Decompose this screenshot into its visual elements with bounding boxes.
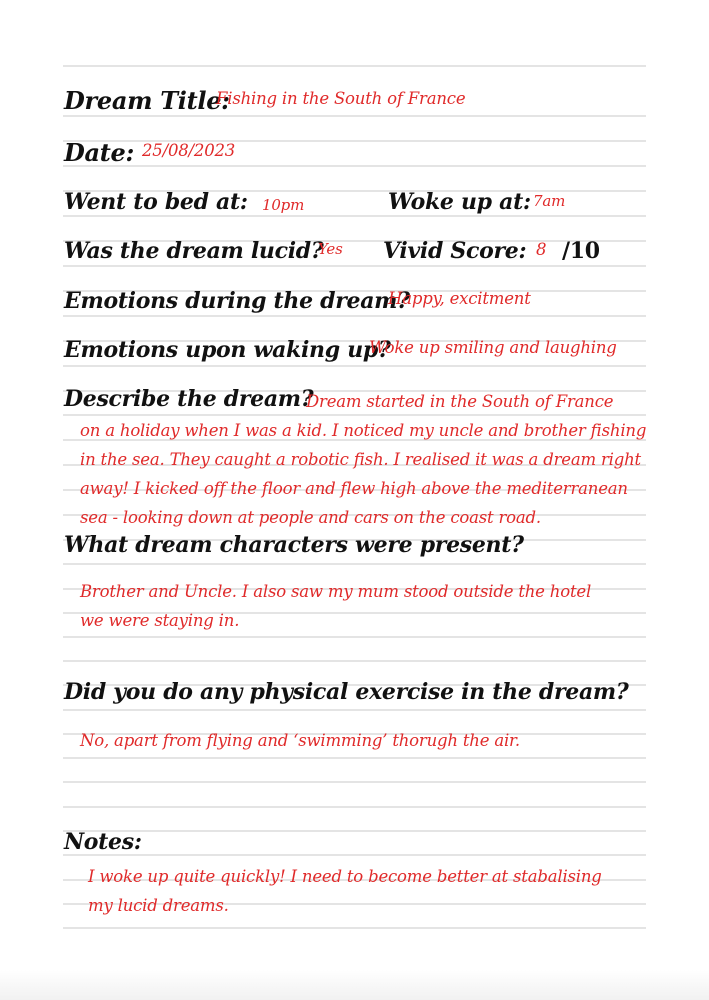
describe-line: away! I kicked off the floor and flew high above the mediterranean <box>80 479 628 498</box>
ruled-line <box>63 115 646 117</box>
notes-label: Notes: <box>64 829 142 855</box>
ruled-line <box>63 315 646 317</box>
ruled-line <box>63 806 646 808</box>
emotions-waking-label: Emotions upon waking up? <box>64 337 391 363</box>
ruled-line <box>63 265 646 267</box>
describe-line: in the sea. They caught a robotic fish. I realised it was a dream right <box>80 450 641 469</box>
ruled-line <box>63 165 646 167</box>
notes-line: I woke up quite quickly! I need to become better at stabalising <box>88 867 602 886</box>
ruled-line <box>63 854 646 856</box>
date-value: 25/08/2023 <box>142 141 236 160</box>
lucid-label: Was the dream lucid? <box>64 238 324 264</box>
ruled-line <box>63 709 646 711</box>
dream-title-label: Dream Title: <box>64 86 230 115</box>
ruled-line <box>63 365 646 367</box>
exercise-line: No, apart from flying and ‘swimming’ thorugh the air. <box>80 731 520 750</box>
emotions-during-label: Emotions during the dream? <box>64 288 410 314</box>
describe-line: Dream started in the South of France <box>306 392 614 411</box>
ruled-line <box>63 830 646 832</box>
characters-line: Brother and Uncle. I also saw my mum stood outside the hotel <box>80 582 592 601</box>
ruled-line <box>63 660 646 662</box>
wake-time-label: Woke up at: <box>388 189 531 215</box>
date-label: Date: <box>64 138 135 167</box>
ruled-line <box>63 757 646 759</box>
wake-time-value: 7am <box>533 192 566 210</box>
lucid-value: Yes <box>318 240 343 258</box>
vivid-value: 8 <box>536 240 547 259</box>
exercise-label: Did you do any physical exercise in the dream? <box>64 679 629 705</box>
vivid-scale: /10 <box>562 238 600 264</box>
bed-time-label: Went to bed at: <box>64 189 248 215</box>
characters-label: What dream characters were present? <box>64 532 524 558</box>
vivid-label: Vivid Score: <box>383 238 527 264</box>
describe-line: on a holiday when I was a kid. I noticed my uncle and brother fishing <box>80 421 647 440</box>
ruled-line <box>63 215 646 217</box>
emotions-waking-value: Woke up smiling and laughing <box>369 338 617 357</box>
describe-line: sea - looking down at people and cars on the coast road. <box>80 508 541 527</box>
bed-time-value: 10pm <box>262 196 305 214</box>
ruled-line <box>63 414 646 416</box>
ruled-line <box>63 927 646 929</box>
describe-label: Describe the dream? <box>64 386 314 412</box>
ruled-line <box>63 563 646 565</box>
ruled-line <box>63 636 646 638</box>
ruled-line <box>63 65 646 67</box>
dream-title-value: Fishing in the South of France <box>216 89 466 108</box>
emotions-during-value: Happy, excitment <box>388 289 531 308</box>
notes-line: my lucid dreams. <box>88 896 229 915</box>
page-bottom-edge <box>0 970 709 1000</box>
ruled-line <box>63 781 646 783</box>
characters-line: we were staying in. <box>80 611 240 630</box>
